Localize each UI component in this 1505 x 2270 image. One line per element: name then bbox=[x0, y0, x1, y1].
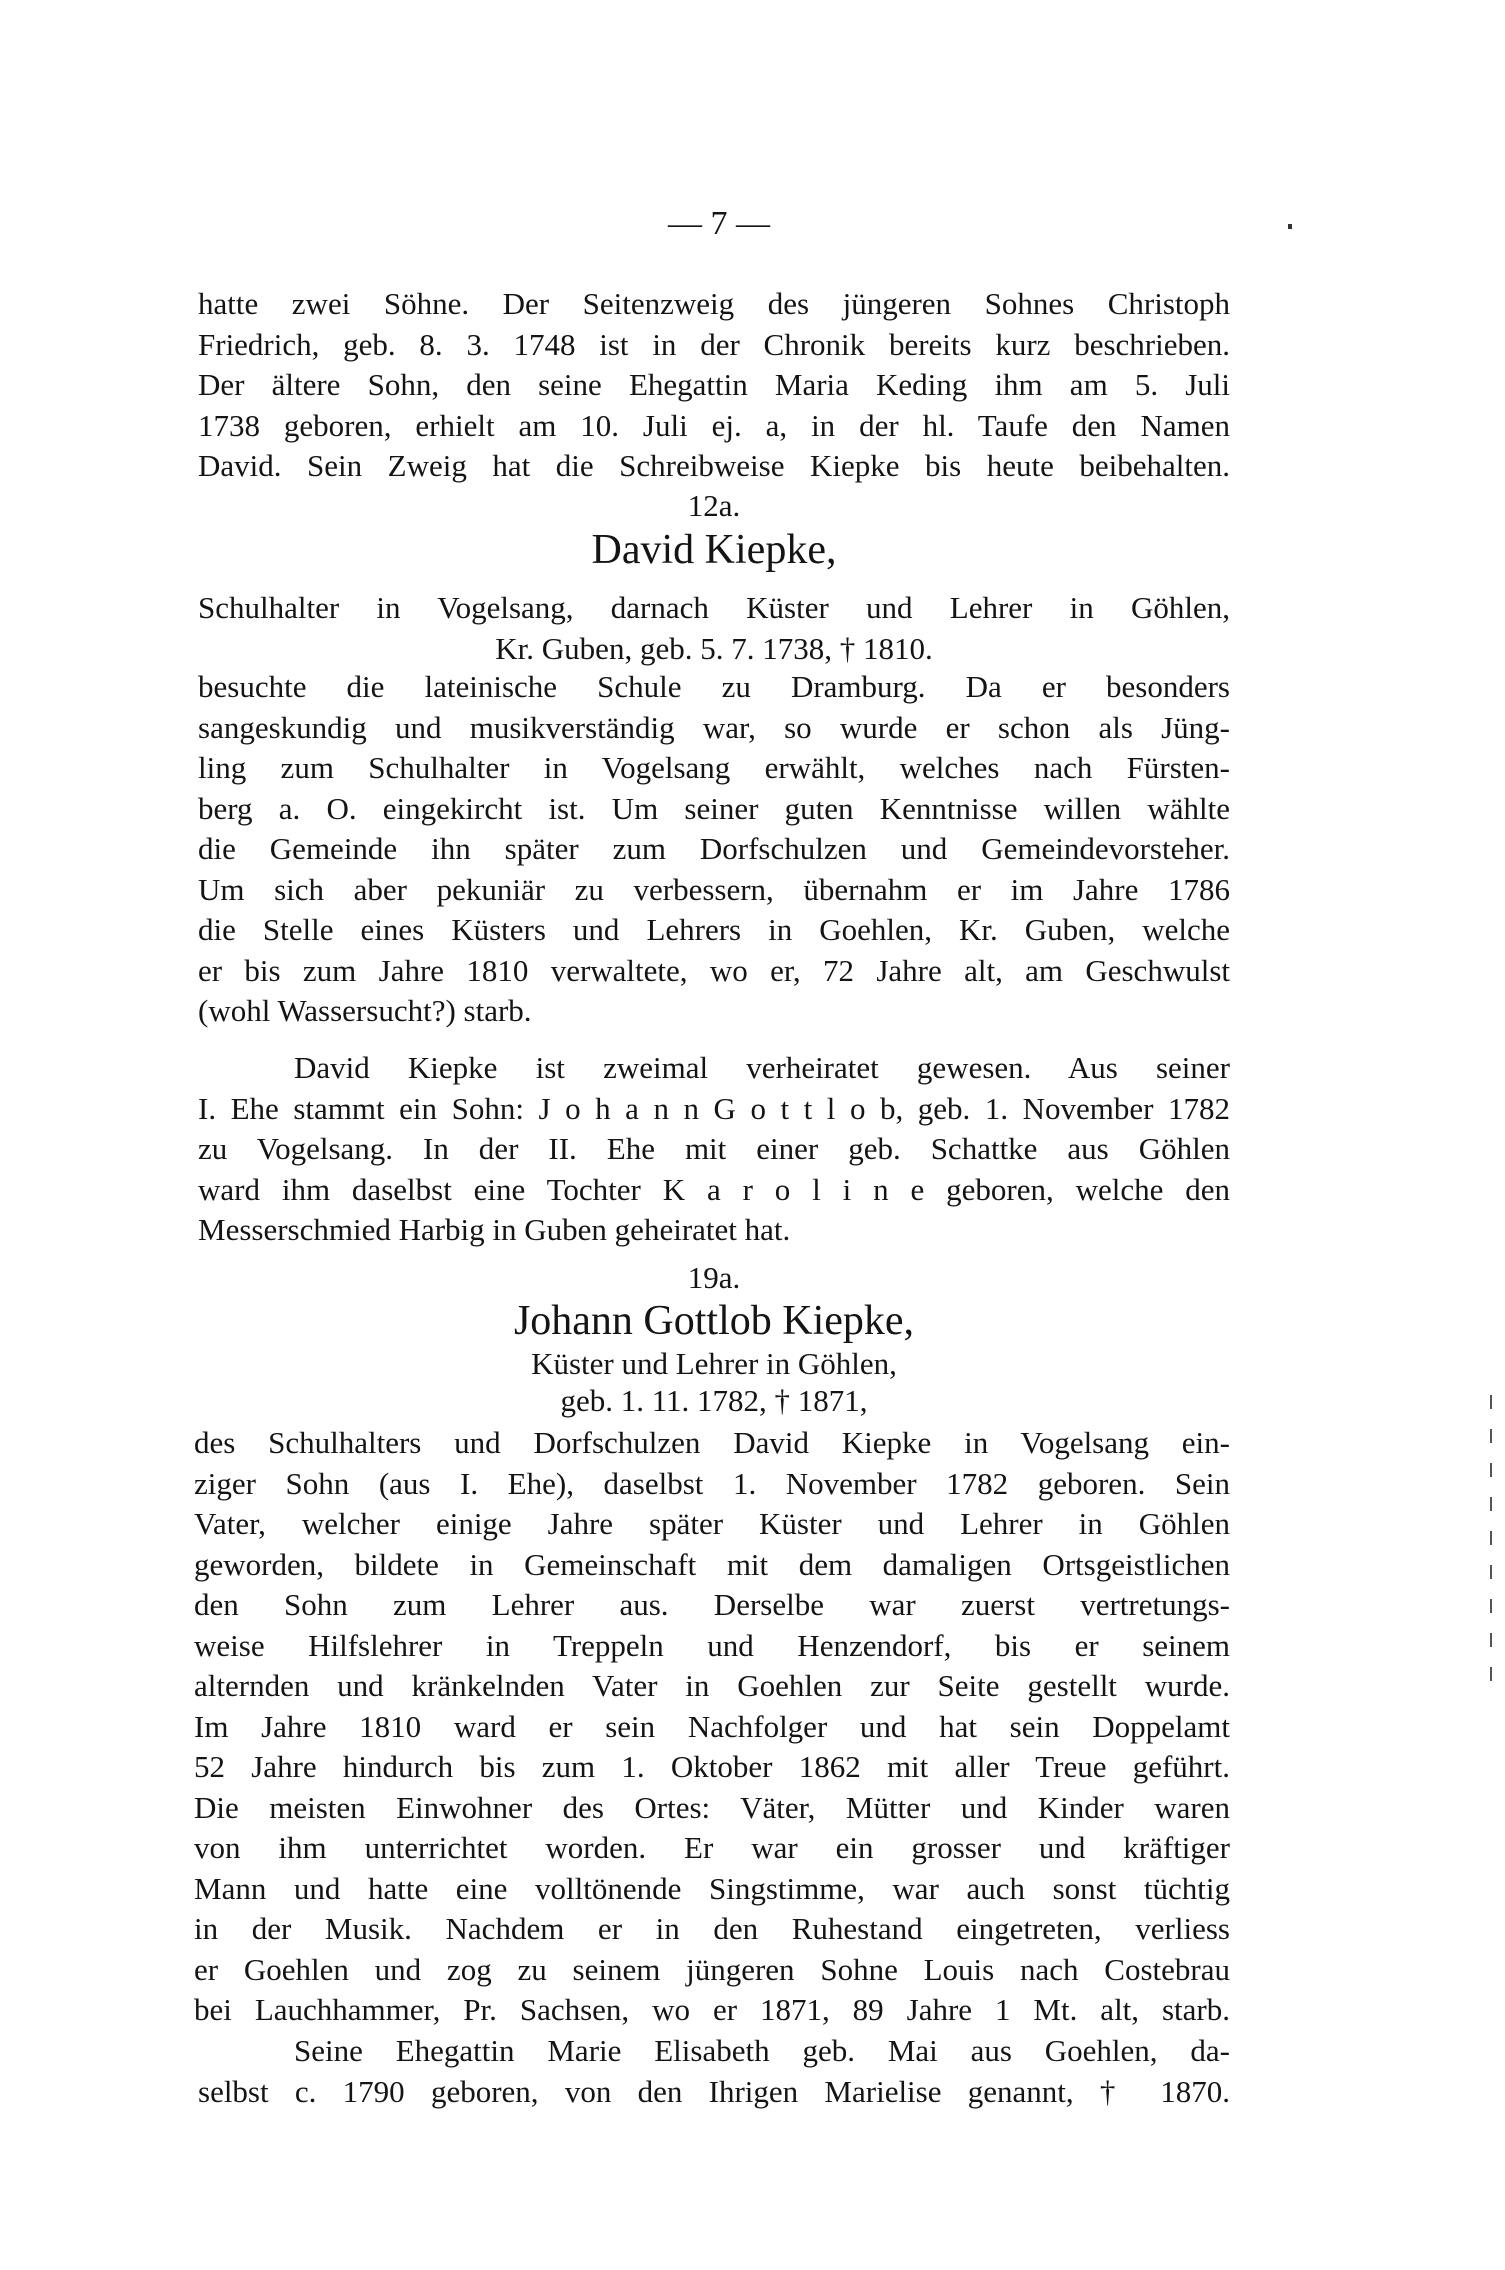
text-line: David. Sein Zweig hat die Schreibweise Kiepke bis heute beibehalten. bbox=[198, 448, 1230, 483]
paragraph-david-marriages bbox=[198, 1048, 1230, 1251]
entry-subtitle-19a bbox=[198, 1345, 1230, 1419]
text-line: Der ältere Sohn, den seine Ehegattin Maria Keding ihm am 5. Juli bbox=[198, 367, 1230, 402]
text-line: Um sich aber pekuniär zu verbessern, übernahm er im Jahre 1786 bbox=[198, 871, 1230, 907]
scan-margin-marks bbox=[1490, 1395, 1492, 1695]
paragraph-johann-wife bbox=[198, 2031, 1230, 2112]
text-line: David Kiepke ist zweimal verheiratet gewesen. Aus seiner bbox=[294, 1050, 1230, 1085]
text-line: von ihm unterrichtet worden. Er war ein grosser und kräftiger bbox=[194, 1830, 1230, 1865]
text-line: selbst c. 1790 geboren, von den Ihrigen Marielise genannt, † 1870. bbox=[198, 2073, 1230, 2109]
entry-number-12a: 12a. bbox=[687, 488, 741, 523]
text-line: die Gemeinde ihn später zum Dorfschulzen und Gemeindevorsteher. bbox=[198, 831, 1230, 866]
entry-heading-david-kiepke: David Kiepke, bbox=[591, 527, 837, 573]
text-line: zu Vogelsang. In der II. Ehe mit einer geb. Schattke aus Göhlen bbox=[198, 1131, 1230, 1166]
text-line: weise Hilfslehrer in Treppeln und Henzendorf, bis er seinem bbox=[194, 1627, 1230, 1663]
text-line: ziger Sohn (aus I. Ehe), daselbst 1. November 1782 geboren. Sein bbox=[194, 1465, 1230, 1501]
subtitle-line: Kr. Guben, geb. 5. 7. 1738, † 1810. bbox=[495, 630, 933, 666]
text-line: die Stelle eines Küsters und Lehrers in Goehlen, Kr. Guben, welche bbox=[198, 912, 1230, 947]
text-line: sangeskundig und musikverständig war, so wurde er schon als Jüng- bbox=[198, 709, 1230, 745]
text-line: berg a. O. eingekircht ist. Um seiner guten Kenntnisse willen wählte bbox=[198, 790, 1230, 826]
text-line: bei Lauchhammer, Pr. Sachsen, wo er 1871, 89 Jahre 1 Mt. alt, starb. bbox=[194, 1992, 1230, 2027]
subtitle-line: geb. 1. 11. 1782, † 1871, bbox=[560, 1383, 868, 1418]
text-line: ling zum Schulhalter in Vogelsang erwählt, welches nach Fürsten- bbox=[198, 750, 1230, 785]
text-line: er bis zum Jahre 1810 verwaltete, wo er, 72 Jahre alt, am Geschwulst bbox=[198, 952, 1230, 988]
text-line: (wohl Wassersucht?) starb. bbox=[198, 993, 532, 1028]
paragraph-david-biography bbox=[198, 667, 1230, 1032]
text-line: 1738 geboren, erhielt am 10. Juli ej. a, in der hl. Taufe den Namen bbox=[198, 407, 1230, 443]
text-line: Mann und hatte eine volltönende Singstimme, war auch sonst tüchtig bbox=[194, 1870, 1230, 1906]
subtitle-line: Küster und Lehrer in Göhlen, bbox=[531, 1346, 897, 1381]
text-line: in der Musik. Nachdem er in den Ruhestand eingetreten, verliess bbox=[194, 1911, 1230, 1946]
text-line: Seine Ehegattin Marie Elisabeth geb. Mai aus Goehlen, da- bbox=[294, 2033, 1230, 2068]
text-line: I. Ehe stammt ein Sohn: J o h a n n G o t t l o b, geb. 1. November 1782 bbox=[198, 1090, 1230, 1126]
text-line: ward ihm daselbst eine Tochter K a r o l i n e geboren, welche den bbox=[198, 1171, 1230, 1207]
paragraph-johann-biography bbox=[194, 1423, 1230, 2031]
text-line: Vater, welcher einige Jahre später Küster und Lehrer in Göhlen bbox=[194, 1506, 1230, 1541]
subtitle-line: Schulhalter in Vogelsang, darnach Küster und Lehrer in Göhlen, bbox=[198, 590, 1230, 625]
page-number: — 7 — bbox=[668, 205, 770, 242]
entry-heading-johann-gottlob-kiepke: Johann Gottlob Kiepke, bbox=[513, 1298, 915, 1344]
text-line: Friedrich, geb. 8. 3. 1748 ist in der Chronik bereits kurz beschrieben. bbox=[198, 326, 1230, 362]
entry-subtitle-12a bbox=[198, 588, 1230, 669]
text-line: den Sohn zum Lehrer aus. Derselbe war zuerst vertretungs- bbox=[194, 1587, 1230, 1622]
text-line: geworden, bildete in Gemeinschaft mit dem damaligen Ortsgeistlichen bbox=[194, 1546, 1230, 1582]
text-line: 52 Jahre hindurch bis zum 1. Oktober 1862 mit aller Treue geführt. bbox=[194, 1749, 1230, 1784]
text-line: alternden und kränkelnden Vater in Goehlen zur Seite gestellt wurde. bbox=[194, 1668, 1230, 1703]
text-line: Im Jahre 1810 ward er sein Nachfolger und hat sein Doppelamt bbox=[194, 1708, 1230, 1744]
paragraph-intro bbox=[198, 284, 1230, 487]
text-line: besuchte die lateinische Schule zu Dramburg. Da er besonders bbox=[198, 669, 1230, 704]
text-line: er Goehlen und zog zu seinem jüngeren Sohne Louis nach Costebrau bbox=[194, 1951, 1230, 1987]
text-line: Die meisten Einwohner des Ortes: Väter, Mütter und Kinder waren bbox=[194, 1789, 1230, 1825]
text-line: des Schulhalters und Dorfschulzen David Kiepke in Vogelsang ein- bbox=[194, 1425, 1230, 1460]
scan-speck bbox=[1288, 224, 1292, 229]
entry-number-19a: 19a. bbox=[687, 1260, 741, 1295]
text-line: Messerschmied Harbig in Guben geheiratet hat. bbox=[198, 1212, 791, 1247]
text-line: hatte zwei Söhne. Der Seitenzweig des jüngeren Sohnes Christoph bbox=[198, 286, 1230, 321]
